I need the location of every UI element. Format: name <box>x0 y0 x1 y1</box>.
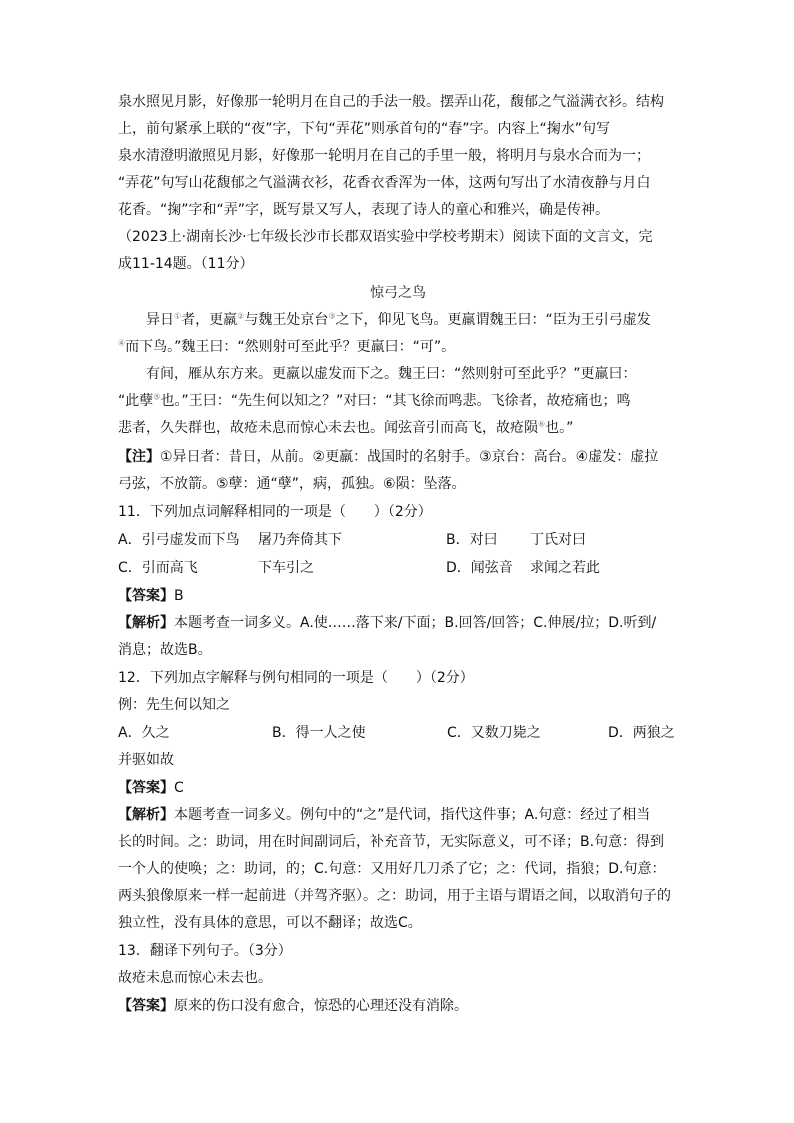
passage-line: ④而下鸟。”魏王曰：“然则射可至此乎？更羸曰：“可”。 <box>118 338 456 355</box>
option-continuation: 并驱如故 <box>118 752 174 768</box>
answer-tag: 【答案】 <box>118 998 174 1014</box>
question-stem: 11．下列加点词解释相同的一项是（ ）（2分） <box>118 504 432 520</box>
option-a: A．久之 <box>118 725 170 741</box>
footnote-marker: ⑥ <box>538 419 546 429</box>
question-stem: 12．下列加点字解释与例句相同的一项是（ ）（2分） <box>118 670 474 686</box>
option-row <box>118 723 678 743</box>
answer-line <box>118 996 468 1016</box>
text-line: 花香。“掬”字和“弄”字，既写景又写人，表现了诗人的童心和雅兴，确是传神。 <box>118 202 610 218</box>
footnote-marker: ② <box>237 311 245 321</box>
footnote-marker: ④ <box>118 338 126 348</box>
analysis-line: 【解析】本题考查一词多义。例句中的“之”是代词，指代这件事；A.句意：经过了相当 <box>118 807 651 823</box>
option-c-pair: 下车引之 <box>258 560 314 576</box>
option-a: A．引弓虚发而下鸟 <box>118 532 240 548</box>
answer-tag: 【答案】 <box>118 780 174 796</box>
example-sentence: 例：先生何以知之 <box>118 697 230 713</box>
answer-line <box>118 778 184 798</box>
note-line: 【注】①异日者：昔日，从前。②更羸：战国时的名射手。③京台：高台。④虚发：虚拉 <box>118 449 659 465</box>
question-intro: （2023上·湖南长沙·七年级长沙市长郡双语实验中学校考期末）阅读下面的文言文，完 <box>118 229 653 245</box>
passage-title: 惊弓之鸟 <box>370 285 426 301</box>
analysis-tag: 【解析】 <box>118 807 174 823</box>
answer-value: 原来的伤口没有愈合，惊恐的心理还没有消除。 <box>174 998 468 1014</box>
answer-tag: 【答案】 <box>118 588 174 604</box>
option-b-pair: 丁氏对曰 <box>530 532 586 548</box>
footnote-marker: ③ <box>328 311 336 321</box>
text-line: 泉水照见月影，好像那一轮明月在自己的手法一般。摆弄山花，馥郁之气溢满衣衫。结构 <box>118 94 664 110</box>
footnote-marker: ⑤ <box>153 392 161 402</box>
footnote-marker: ① <box>174 311 182 321</box>
option-d: D．两狼之 <box>608 725 675 741</box>
option-d: D．闻弦音 <box>446 560 513 576</box>
note-tag: 【注】 <box>118 449 160 465</box>
option-d-pair: 求闻之若此 <box>530 560 600 576</box>
text-line: “弄花”句写山花馥郁之气溢满衣衫，花香衣香浑为一体，这两句写出了水清夜静与月白 <box>118 175 651 191</box>
analysis-line: 两头狼像原来一样一起前进（并驾齐驱）。之：助词，用于主语与谓语之间，以取消句子的 <box>118 888 671 904</box>
answer-value: B <box>174 588 184 604</box>
passage-line: 异日①者，更羸②与魏王处京台③之下，仰见飞鸟。更羸谓魏王曰：“臣为王引弓虚发 <box>146 311 651 328</box>
passage-line: “此孽⑤也。”王曰：“先生何以知之？”对曰：“其飞徐而鸣悲。飞徐者，故疮痛也；鸣 <box>118 392 631 409</box>
option-b: B．对曰 <box>446 532 498 548</box>
analysis-line: 独立性，没有具体的意思，可以不翻译；故选C。 <box>118 915 422 931</box>
passage-line: 有间，雁从东方来。更羸以虚发而下之。魏王曰：“然则射可至此乎？”更羸曰： <box>146 366 637 382</box>
analysis-tag: 【解析】 <box>118 615 174 631</box>
passage-line: 悲者，久失群也，故疮未息而惊心未去也。闻弦音引而高飞，故疮陨⑥也。” <box>118 419 574 436</box>
analysis-line: 一个人的使唤；之：助词，的；C.句意：又用好几刀杀了它；之：代词，指狼；D.句意： <box>118 861 666 877</box>
text-line: 上，前句紧承上联的“夜”字，下句“弄花”则承首句的“春”字。内容上“掬水”句写 <box>118 121 611 137</box>
option-c: C．又数刀毙之 <box>447 725 541 741</box>
note-line: 弓弦，不放箭。⑤孽：通“孽”，病，孤独。⑥陨：坠落。 <box>118 476 466 492</box>
answer-line <box>118 586 184 606</box>
analysis-line: 消息；故选B。 <box>118 642 212 658</box>
option-b: B．得一人之使 <box>272 725 366 741</box>
translate-sentence: 故疮未息而惊心未去也。 <box>118 970 272 986</box>
option-row <box>118 530 678 550</box>
question-stem: 13．翻译下列句子。（3分） <box>118 943 292 959</box>
question-intro: 成11-14题。（11分） <box>118 256 254 272</box>
analysis-line: 长的时间。之：助词，用在时间副词后，补充音节，无实际意义，可不译；B.句意：得到 <box>118 834 665 850</box>
option-c: C．引而高飞 <box>118 560 198 576</box>
answer-value: C <box>174 780 184 796</box>
analysis-line: 【解析】本题考查一词多义。A.使……落下来/下面；B.回答/回答；C.伸展/拉；D.听到/ <box>118 615 657 631</box>
text-line: 泉水清澄明澈照见月影，好像那一轮明月在自己的手里一般，将明月与泉水合而为一； <box>118 148 650 164</box>
option-row <box>118 558 678 578</box>
option-a-pair: 屠乃奔倚其下 <box>258 532 342 548</box>
